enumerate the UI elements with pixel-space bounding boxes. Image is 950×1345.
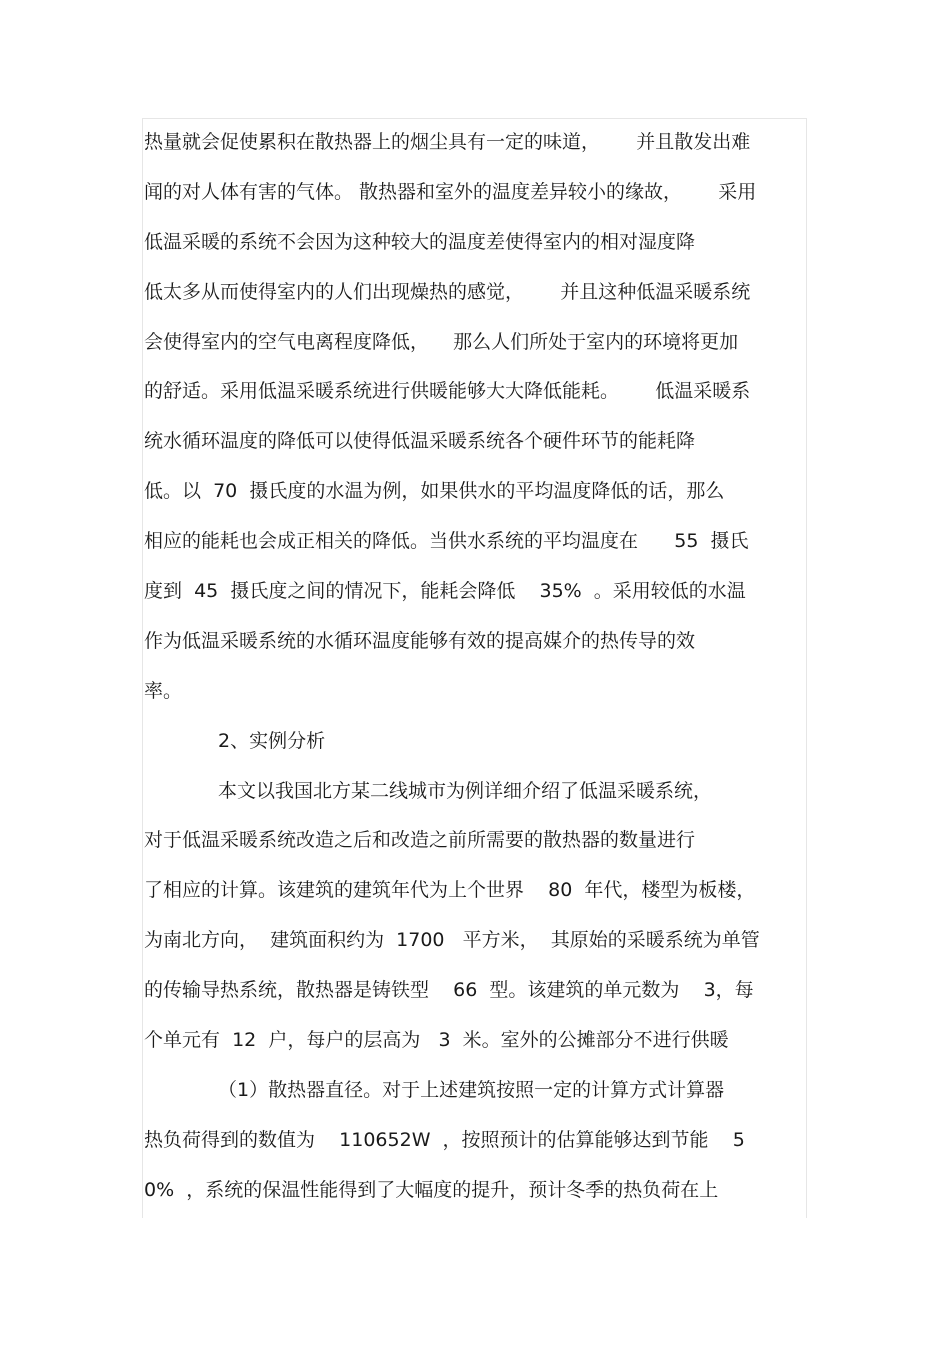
document-body [144,118,808,1216]
text-line: 的舒适。采用低温采暖系统进行供暖能够大大降低能耗。 低温采暖系 [144,380,751,403]
text-line: 作为低温采暖系统的水循环温度能够有效的提高媒介的热传导的效 [144,629,696,652]
text-line: 闻的对人体有害的气体。 散热器和室外的温度差异较小的缘故， 采用 [144,180,757,203]
text-line: 率。 [144,679,183,702]
text-line: 低温采暖的系统不会因为这种较大的温度差使得室内的相对湿度降 [144,230,696,253]
text-line: 相应的能耗也会成正相关的降低。当供水系统的平均温度在 55 摄氏 [144,530,749,553]
text-line: 低。以 70 摄氏度的水温为例，如果供水的平均温度降低的话，那么 [144,480,725,503]
text-line: 度到 45 摄氏度之间的情况下，能耗会降低 35% 。采用较低的水温 [144,580,746,603]
text-line: 对于低温采暖系统改造之后和改造之前所需要的散热器的数量进行 [144,829,696,852]
text-line: 0% ，系统的保温性能得到了大幅度的提升，预计冬季的热负荷在上 [144,1178,719,1201]
text-line: 统水循环温度的降低可以使得低温采暖系统各个硬件环节的能耗降 [144,430,696,453]
text-line: 会使得室内的空气电离程度降低， 那么人们所处于室内的环境将更加 [144,330,739,353]
text-line: 为南北方向， 建筑面积约为 1700 平方米， 其原始的采暖系统为单管 [144,929,760,952]
text-line: 个单元有 12 户，每户的层高为 3 米。室外的公摊部分不进行供暖 [144,1029,729,1052]
paragraph-start: 本文以我国北方某二线城市为例详细介绍了低温采暖系统， [218,779,713,802]
text-line: 的传输导热系统，散热器是铸铁型 66 型。该建筑的单元数为 3，每 [144,979,754,1002]
text-line: 热负荷得到的数值为 110652W ，按照预计的估算能够达到节能 5 [144,1128,745,1151]
text-line: 热量就会促使累积在散热器上的烟尘具有一定的味道， 并且散发出难 [144,131,751,153]
text-line: 了相应的计算。该建筑的建筑年代为上个世界 80 年代，楼型为板楼， [144,879,756,902]
section-heading: 2、实例分析 [218,729,326,752]
text-line: 低太多从而使得室内的人们出现燥热的感觉， 并且这种低温采暖系统 [144,280,751,303]
paragraph-start: （1）散热器直径。对于上述建筑按照一定的计算方式计算器 [218,1078,725,1101]
